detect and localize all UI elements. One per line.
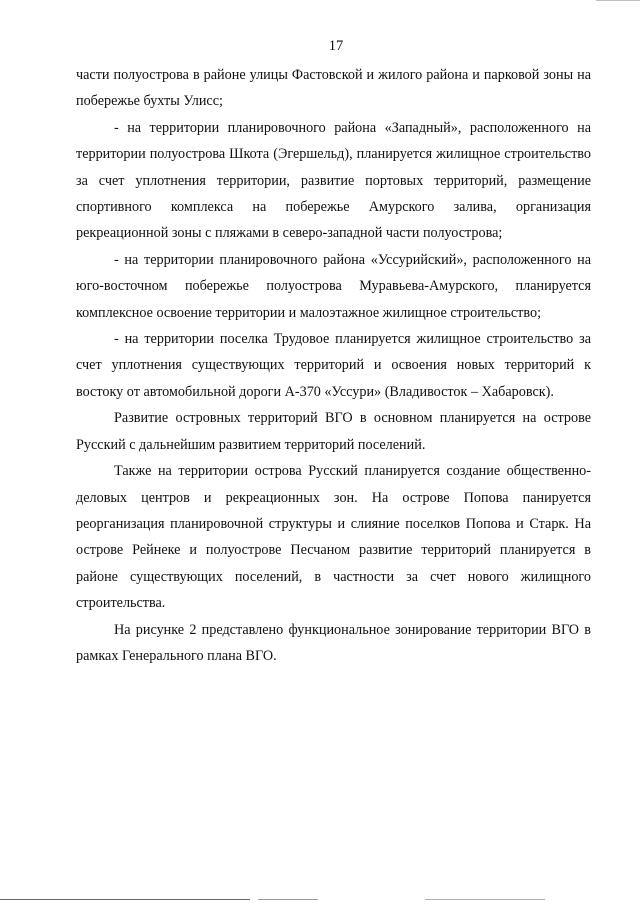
scan-edge-top	[596, 0, 640, 1]
paragraph-zapadny: - на территории планировочного района «Западный», расположенного на территории полуострова Шкота (Эгершельд), планируется жилищное строительство за счет уплотнения территории, развитие портовых территорий, размещение спортивного комплекса на побережье Амурского залива, организация рекреационной зоны с пляжами в северо-западной части полуострова;	[76, 119, 591, 242]
scan-edge-bottom	[0, 898, 640, 901]
paragraph-figure-reference: На рисунке 2 представлено функциональное зонирование территории ВГО в рамках Генерального плана ВГО.	[76, 621, 591, 664]
paragraph-ussuriysky: - на территории планировочного района «Уссурийский», расположенного на юго-восточном побережье полуострова Муравьева-Амурского, планируется комплексное освоение территории и малоэтажное жилищное строительство;	[76, 251, 591, 321]
page-number: 17	[328, 38, 344, 54]
paragraph-island-development: Развитие островных территорий ВГО в основном планируется на острове Русский с дальнейшим развитием территорий поселений.	[76, 410, 591, 453]
paragraph-trudovoe: - на территории поселка Трудовое планируется жилищное строительство за счет уплотнения существующих территорий и освоения новых территорий к востоку от автомобильной дороги А-370 «Уссури» (Владивосток – Хабаровск).	[76, 331, 591, 400]
document-body	[76, 62, 591, 669]
paragraph-continuation: части полуострова в районе улицы Фастовской и жилого района и парковой зоны на побережье бухты Улисс;	[76, 67, 591, 110]
paragraph-russky-island: Также на территории острова Русский планируется создание общественно-деловых центров и рекреационных зон. На острове Попова панируется реорганизация планировочной структуры и слияние поселков Попова и Старк. На острове Рейнеке и полуострове Песчаном развитие территорий планируется в районе существующих поселений, в частности за счет нового жилищного строительства.	[76, 463, 591, 612]
